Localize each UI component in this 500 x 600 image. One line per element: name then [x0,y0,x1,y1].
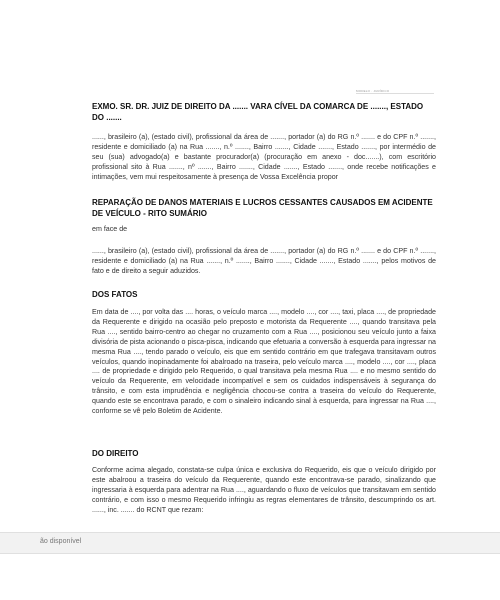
law-body: Conforme acima alegado, constata-se culpa única e exclusiva do Requerido, eis que o veículo dirigido por este abalroou a traseira do veículo da Requerente, quando este encontrava-se parado, sinalizando que ingressaria à esquerda para adentrar na Rua ...., aguardando o fluxo de veículos que transitavam em sentido contrário, e com isso o mesmo Requerido infringiu as regras elementares de trânsito, descumprindo os art. ......, inc. ....... do RCNT que rezam: [92,466,436,514]
footer-bar [0,532,500,554]
facts-heading: DOS FATOS [92,290,138,299]
facts-body: Em data de ...., por volta das .... horas, o veículo marca ...., modelo ...., cor ...., taxi, placa ...., de propriedade da Requerente e dirigido na ocasião pelo preposto e motorista da Requerente ...., quando transitava pela Rua ...., sentido bairro-centro ao chegar no cruzamento com a Rua ...., posicionou seu veículo junto a faixa divisória de pista acionando o pisca-pisca, indicando que efetuaria a conversão à esquerda para ingressar na mesma Rua ...., tendo parado o veículo, eis que em sentido contrário em que trafegava transitavam outros veículos, quando inopinadamente foi abalroado na traseira, pelo veículo marca ...., modelo ...., cor ...., placa .... de propriedade e dirigido pelo Requerido, o qual transitava pela mesma Rua .... e no mesmo sentido do veículo da Requerente, em velocidade incompatível e sem os cuidados indispensáveis à segurança do trânsito, e com esta imprudência e negligência chocou-se contra a traseira do veículo do Requerente, quando este se encontrava parado, e com o sinaleiro indicando sinal à esquerda, para ingressar na Rua ...., conforme se vê pelo Boletim de Acidente. [92,308,436,416]
footer-status-text: ão disponível [40,538,82,545]
header-stamp: MODELO · JURÍDICO [356,89,434,94]
defendant-qualification: ......, brasileiro (a), (estado civil), profissional da área de ......., portador (a) do RG n.º ....... e do CPF n.º ......., residente e domiciliado (a) na Rua ......., n.º ......., Bairro ......., Cidade ......., Estado ......., pelos motivos de fato e de direito a seguir aduzidos. [92,247,436,275]
plaintiff-qualification: ......, brasileiro (a), (estado civil), profissional da área de ......., portador (a) do RG n.º ....... e do CPF n.º ......., residente e domiciliado (a) na Rua ......., n.º ......., Bairro ......., Cidade ......., Estado ......., por intermédio de seu (sua) advogado(a) e bastante procurador(a) (procuração em anexo - doc.......), com escritório profissional sito à Rua ......., nº ......., Bairro ......., Cidade ......., Estado ......., onde recebe notificações e intimações, vem mui respeitosamente à presença de Vossa Excelência propor [92,133,436,181]
action-title: REPARAÇÃO DE DANOS MATERIAIS E LUCROS CESSANTES CAUSADOS EM ACIDENTE DE VEÍCULO - RITO SUMÁRIO [92,198,433,218]
law-heading: DO DIREITO [92,449,139,458]
address-heading: EXMO. SR. DR. JUIZ DE DIREITO DA ....... VARA CÍVEL DA COMARCA DE ......., ESTADO DO ....... [92,102,424,122]
em-face-text: em face de [92,225,128,233]
